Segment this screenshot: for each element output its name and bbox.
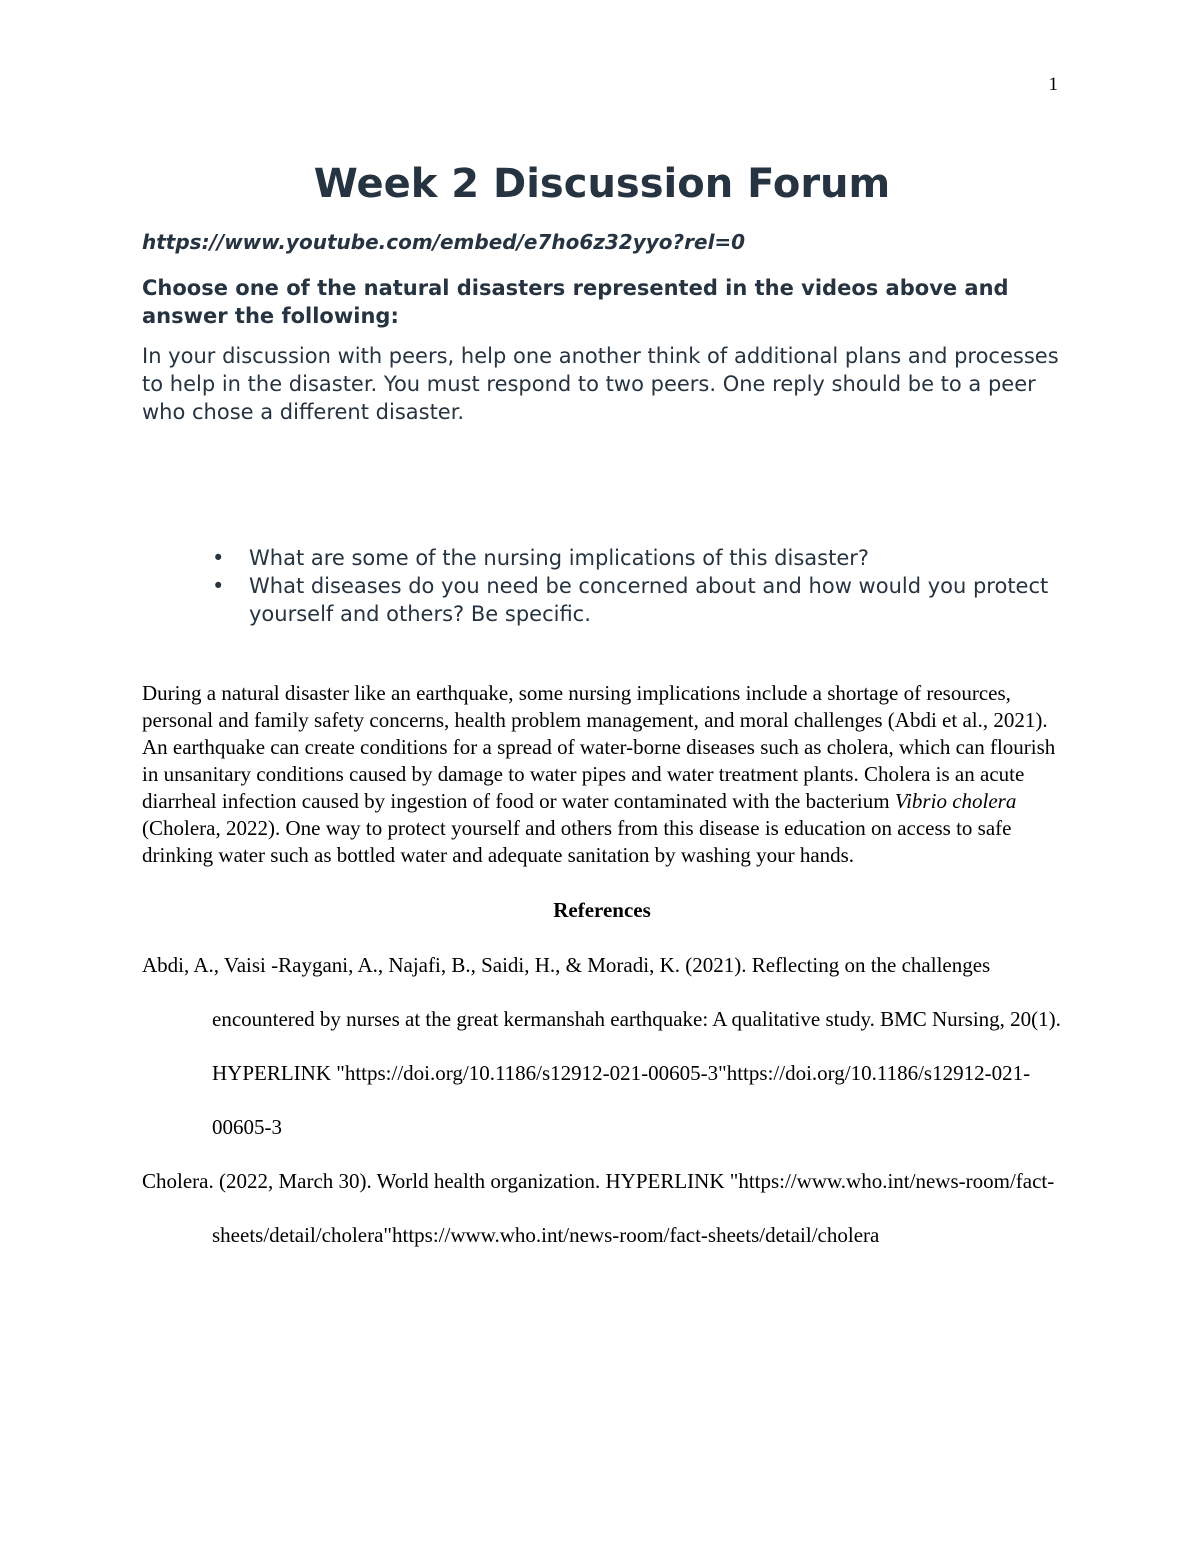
list-item xyxy=(142,572,1062,628)
reference-entry: Abdi, A., Vaisi -Raygani, A., Najafi, B., Saidi, H., & Moradi, K. (2021). Reflecting on the challenges encountered by nurses at the great kermanshah earthquake: A qualitative study. BMC Nursing, 20(1). HYPERLINK "https://doi.org/10.1186/s12912-021-00605-3"https://doi.org/10.1186/s12912-021-00605-3 xyxy=(142,953,1061,1139)
answer-paragraph xyxy=(142,680,1062,869)
references-heading: References xyxy=(553,898,651,922)
video-link[interactable]: https://www.youtube.com/embed/e7ho6z32yyo?rel=0 xyxy=(142,230,746,254)
page-title: Week 2 Discussion Forum xyxy=(313,161,891,207)
bullet-icon: • xyxy=(212,574,225,598)
bacterium-name: Vibrio cholera xyxy=(894,789,1017,813)
question-list xyxy=(142,544,1062,628)
question-text: What are some of the nursing implications of this disaster? xyxy=(249,546,870,570)
discussion-prompt: Choose one of the natural disasters represented in the videos above and answer the following: xyxy=(142,276,1009,328)
answer-text-end: (Cholera, 2022). One way to protect yourself and others from this disease is education on access to safe drinking water such as bottled water and adequate sanitation by washing your hands. xyxy=(142,816,1012,867)
list-item xyxy=(142,544,1062,572)
answer-text-start: During a natural disaster like an earthquake, some nursing implications include a shortage of resources, personal and family safety concerns, health problem management, and moral challenges (Abdi et al., 2021). An earthquake can create conditions for a spread of water-borne diseases such as cholera, which can flourish in unsanitary conditions caused by damage to water pipes and water treatment plants. Cholera is an acute diarrheal infection caused by ingestion of food or water contaminated with the bacterium xyxy=(142,681,1056,813)
question-text: What diseases do you need be concerned about and how would you protect yourself and others? Be specific. xyxy=(249,574,1049,626)
discussion-instructions: In your discussion with peers, help one another think of additional plans and processes to help in the disaster. You must respond to two peers. One reply should be to a peer who chose a different disaster. xyxy=(142,344,1059,424)
page-number: 1 xyxy=(1048,74,1058,95)
document-content xyxy=(142,160,1062,1262)
bullet-icon: • xyxy=(212,546,225,570)
reference-entry: Cholera. (2022, March 30). World health organization. HYPERLINK "https://www.who.int/news-room/fact-sheets/detail/cholera"https://www.who.int/news-room/fact-sheets/detail/cholera xyxy=(142,1169,1055,1247)
